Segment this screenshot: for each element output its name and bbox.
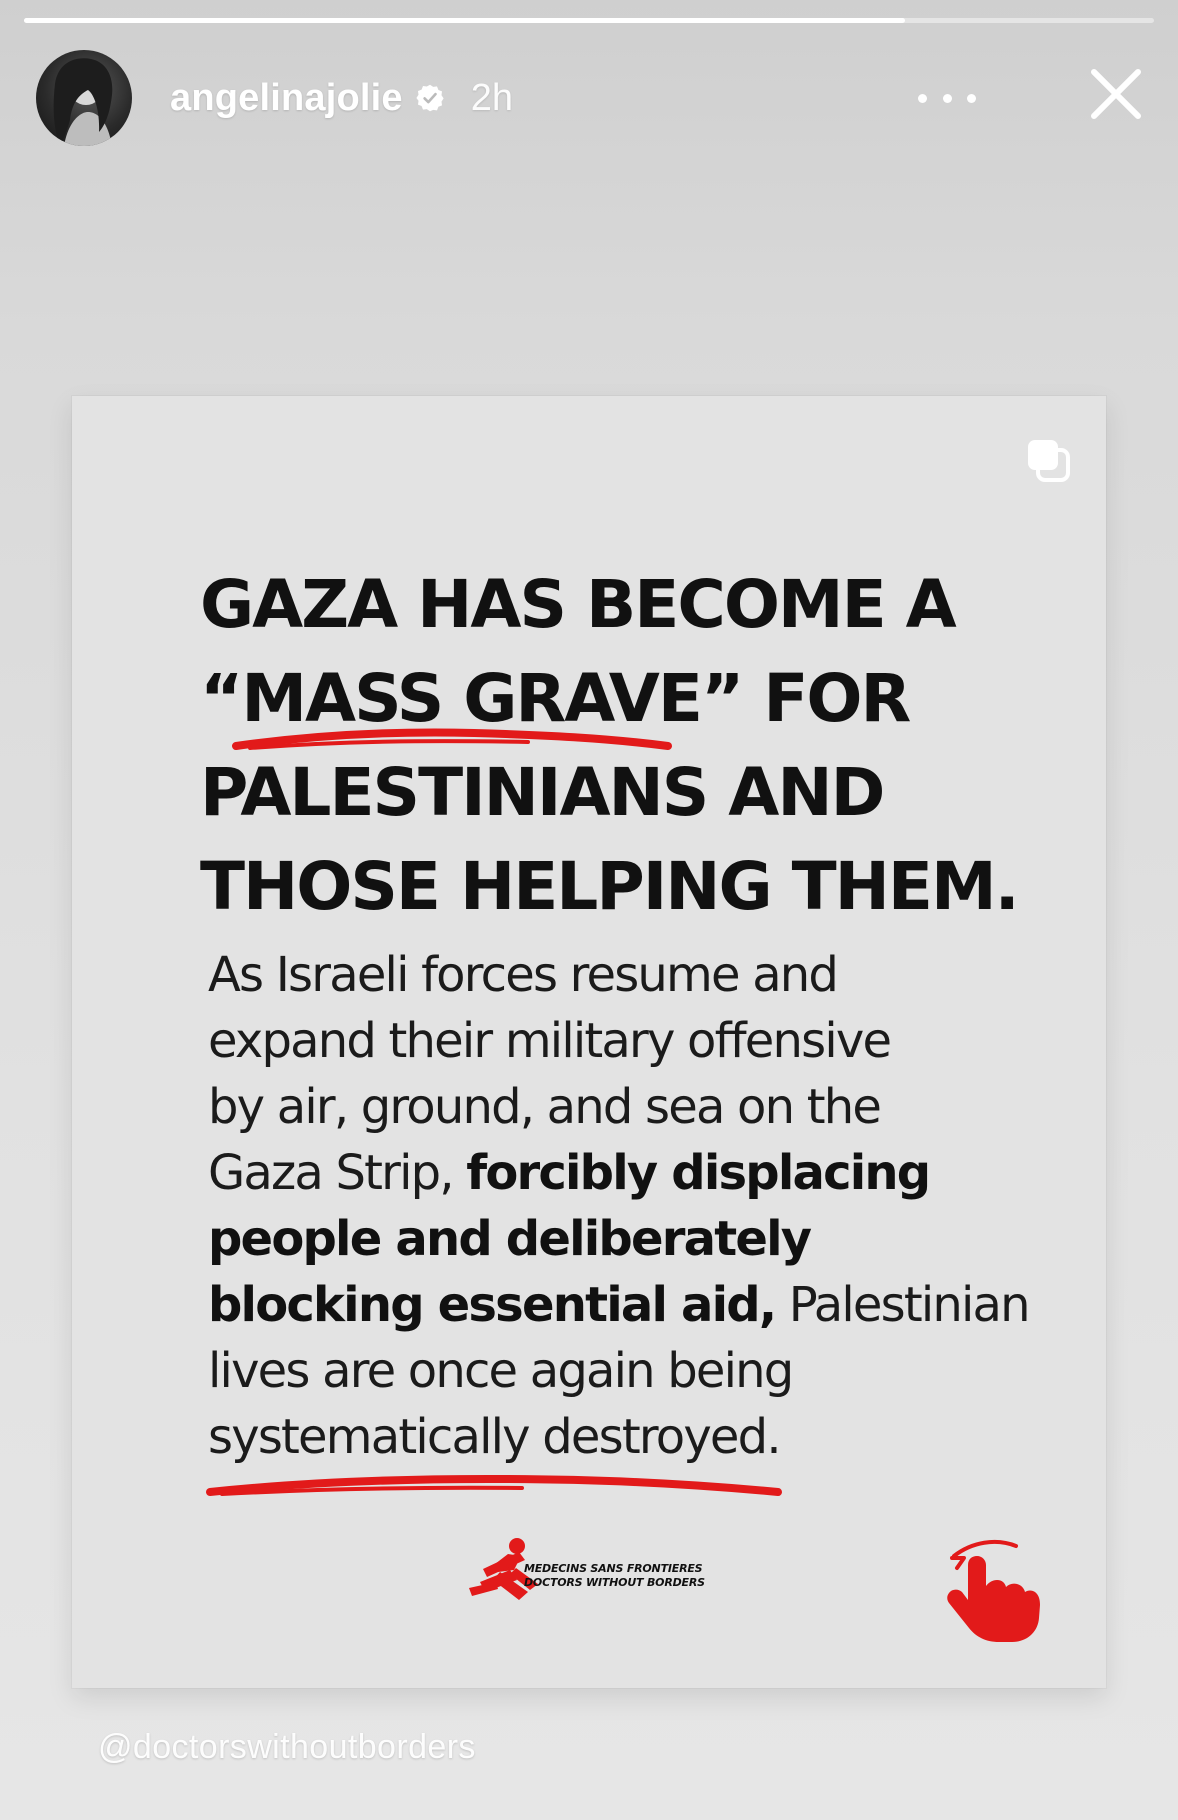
more-options-icon	[943, 94, 952, 103]
msf-logo-line-1: MEDECINS SANS FRONTIERES	[524, 1562, 703, 1575]
more-options-button[interactable]	[918, 78, 976, 118]
multiple-images-icon[interactable]	[1020, 432, 1078, 490]
story-post-card	[72, 396, 1106, 1688]
story-mention[interactable]: @doctorswithoutborders	[98, 1728, 476, 1766]
story-progress-bar	[24, 18, 1154, 23]
body-line-5	[208, 1206, 1078, 1272]
body-line-6	[208, 1272, 1078, 1338]
more-options-icon	[918, 94, 927, 103]
body-line-8: systematically destroyed.	[208, 1409, 780, 1465]
username[interactable]: angelinajolie	[170, 76, 403, 119]
story-header	[36, 50, 1146, 146]
headline-line-2: “MASS GRAVE” FOR	[200, 660, 910, 737]
headline-line-4: THOSE HELPING THEM.	[200, 848, 1018, 925]
post-time: 2h	[470, 76, 514, 119]
systematically-destroyed-underline	[202, 1458, 786, 1502]
headline-line-1: GAZA HAS BECOME A	[200, 566, 955, 643]
close-icon[interactable]	[1086, 64, 1146, 124]
headline-line-3: PALESTINIANS AND	[200, 754, 884, 831]
more-options-icon	[967, 94, 976, 103]
body-line-6-suffix: Palestinian	[775, 1277, 1029, 1333]
swipe-hand-icon[interactable]	[930, 1534, 1048, 1646]
body-line-7: lives are once again being	[208, 1343, 793, 1399]
body-line-1: As Israeli forces resume and	[208, 947, 838, 1003]
body-emphasis-1: forcibly displacing	[466, 1145, 930, 1201]
body-emphasis-3: blocking essential aid,	[208, 1277, 776, 1333]
body-text	[208, 942, 1078, 1470]
body-emphasis-2: people and deliberately	[208, 1211, 811, 1267]
msf-logo-line-2: DOCTORS WITHOUT BORDERS	[524, 1576, 705, 1589]
avatar[interactable]	[36, 50, 132, 146]
story-progress-fill	[24, 18, 905, 23]
msf-logo-text	[524, 1562, 705, 1590]
body-line-2: expand their military offensive	[208, 1013, 891, 1069]
body-line-3: by air, ground, and sea on the	[208, 1079, 881, 1135]
mass-grave-underline	[224, 711, 674, 761]
body-line-4-prefix: Gaza Strip,	[208, 1145, 467, 1201]
body-line-4	[208, 1140, 1078, 1206]
verified-badge-icon	[415, 83, 445, 113]
